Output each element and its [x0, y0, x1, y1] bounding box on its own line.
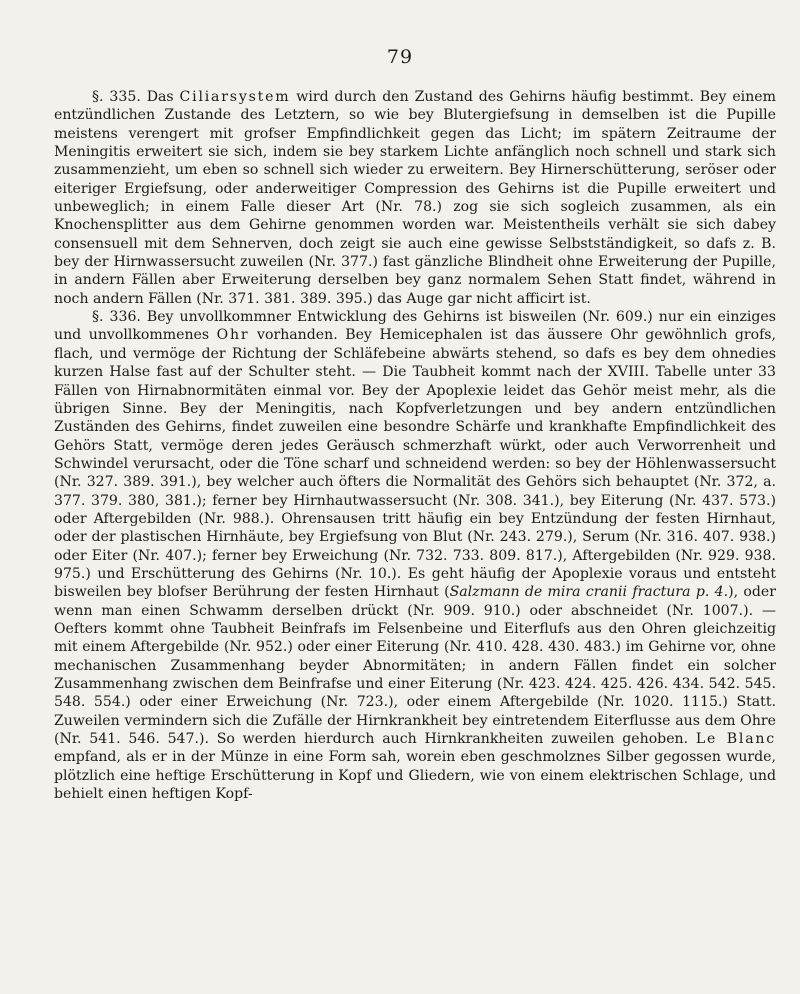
author-name: Le Blanc: [695, 731, 777, 748]
emphasized-term: Ohr: [216, 327, 250, 344]
paragraph-text: vorhanden. Bey Hemicephalen ist das äussere Ohr gewöhnlich grofs, flach, und vermöge der Richtung der Schläfebeine abwärts stehend, so dafs es bey dem ohnedies kurzen Halse fast auf der Schulter steht. — Die Taubheit kommt nach der XVIII. Tabelle unter 33 Fällen von Hirnabnormitäten einmal vor. Bey der Apoplexie leidet das Gehör meist mehr, als die übrigen Sinne. Bey der Meningitis, nach Kopfverletzungen und bey andern entzündlichen Zuständen des Gehirns, findet zuweilen eine besondre Schärfe und krankhafte Empfindlichkeit des Gehörs Statt, vermöge deren jedes Geräusch schmerzhaft würkt, oder auch Verworrenheit und Schwindel verursacht, oder die Töne scharf und schneidend werden: so bey der Höhlenwassersucht (Nr. 327. 389. 391.), bey welcher auch öfters die Normalität des Gehörs sich behauptet (Nr. 372, a. 377. 379. 380, 381.); ferner bey Hirnhautwassersucht (Nr. 308. 341.), bey Eiterung (Nr. 437. 573.) oder Aftergebilden (Nr. 988.). Ohrensausen tritt häufig ein bey Entzündung der festen Hirnhaut, oder der plastischen Hirnhäute, bey Ergiefsung von Blut (Nr. 243. 279.), Serum (Nr. 316. 407. 938.) oder Eiter (Nr. 407.); ferner bey Erweichung (Nr. 732. 733. 809. 817.), Aftergebilden (Nr. 929. 938. 975.) und Erschütterung des Gehirns (Nr. 10.). Es geht häufig der Apoplexie voraus und entsteht bisweilen bey blofser Berührung der festen Hirnhaut (: [54, 327, 777, 601]
paragraph-text: wird durch den Zustand des Gehirns häufig bestimmt. Bey einem entzündlichen Zustande des Letztern, so wie bey Blutergiefsung in demselben ist die Pupille meistens verengert mit grofser Empfindlichkeit gegen das Licht; im spätern Zeitraume der Meningitis erweitert sie sich, indem sie bey starkem Lichte anfänglich noch schnell und stark sich zusammenzieht, um eben so schnell sich wieder zu erweitern. Bey Hirnerschütterung, seröser oder eiteriger Ergiefsung, oder anderweitiger Compression des Gehirns ist die Pupille erweitert und unbeweglich; in einem Falle dieser Art (Nr. 78.) zog sie sich sogleich zusammen, als ein Knochensplitter aus dem Gehirne genommen worden war. Meistentheils verhält sie sich dabey consensuell mit dem Sehnerven, doch zeigt sie auch eine gewisse Selbstständigkeit, so dafs z. B. bey der Hirnwassersucht zuweilen (Nr. 377.) fast gänzliche Blindheit ohne Erweiterung der Pupille, in andern Fällen aber Erweiterung derselben bey ganz normalem Sehen Statt findet, während in noch andern Fällen (Nr. 371. 381. 389. 395.) das Auge gar nicht afficirt ist.: [54, 89, 776, 307]
citation: Salzmann de mira cranii fractura p. 4.: [449, 584, 729, 601]
page-number: 79: [386, 46, 414, 68]
body-text: [54, 88, 776, 803]
paragraph-335: [54, 88, 776, 308]
emphasized-term: Ciliarsystem: [179, 89, 291, 105]
paragraph-336: [54, 308, 776, 803]
paragraph-text: ), oder wenn man einen Schwamm derselben drückt (Nr. 909. 910.) oder abschneidet (Nr. 1007.). — Oefters kommt ohne Taubheit Beinfrafs im Felsenbeine und Eiterflufs aus den Ohren gleichzeitig mit einem Aftergebilde (Nr. 952.) oder einer Eiterung (Nr. 410. 428. 430. 483.) im Gehirne vor, ohne mechanischen Zusammenhang beyder Abnormitäten; in andern Fällen findet ein solcher Zusammenhang zwischen dem Beinfrafse und einer Eiterung (Nr. 423. 424. 425. 426. 434. 542. 545. 548. 554.) oder einer Erweichung (Nr. 723.), oder einem Aftergebilde (Nr. 1020. 1115.) Statt. Zuweilen vermindern sich die Zufälle der Hirnkrankheit bey eintretendem Eiterflusse aus dem Ohre (Nr. 541. 546. 547.). So werden hierdurch auch Hirnkrankheiten zuweilen gehoben.: [54, 584, 777, 748]
paragraph-text: §. 335. Das: [92, 89, 180, 105]
paragraph-text: §. 336. Bey unvollkommner Entwicklung des Gehirns ist bisweilen (Nr. 609.) nur ein einziges und unvollkommenes: [54, 309, 776, 344]
paragraph-text: empfand, als er in der Münze in eine Form sah, worein eben geschmolznes Silber gegossen wurde, plötzlich eine heftige Erschütterung in Kopf und Gliedern, wie von einem elektrischen Schlage, und behielt einen heftigen Kopf-: [54, 749, 776, 803]
